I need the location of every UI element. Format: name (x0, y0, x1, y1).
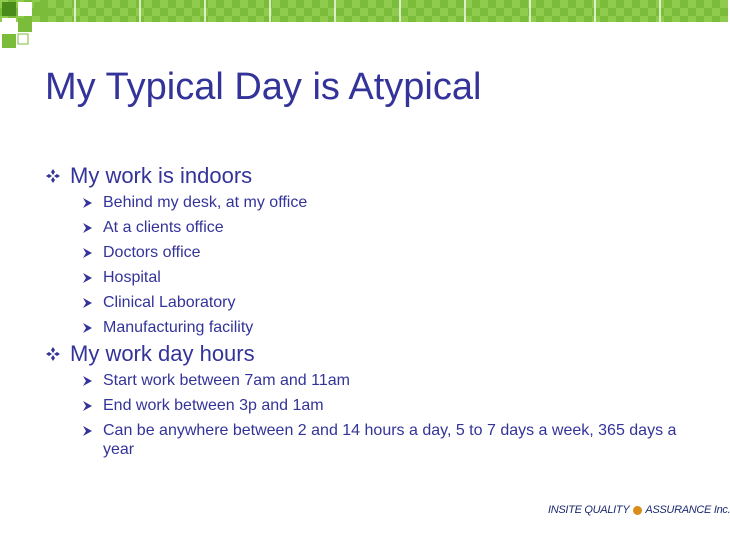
list-item (46, 316, 686, 340)
list-item (46, 241, 686, 265)
logo-text-part2: ASSURANCE (645, 504, 712, 516)
list-item-text: Start work between 7am and 11am (103, 372, 350, 389)
arrow-bullet-icon (81, 394, 103, 418)
list-item (46, 291, 686, 315)
list-item (46, 419, 686, 459)
arrow-bullet-icon (81, 191, 103, 215)
top-banner (0, 0, 728, 22)
arrow-bullet-icon (81, 241, 103, 265)
bullet-level1-text: My work is indoors (70, 163, 253, 188)
list-item-text: Manufacturing facility (103, 319, 254, 336)
list-item-text: Can be anywhere between 2 and 14 hours a day, 5 to 7 days a week, 365 days a year (103, 422, 677, 458)
arrow-bullet-icon (81, 316, 103, 340)
list-item (46, 266, 686, 290)
company-logo (548, 504, 730, 516)
logo-dot-icon (633, 506, 642, 515)
bullet-level1 (46, 162, 686, 190)
arrow-bullet-icon (81, 369, 103, 393)
logo-text-part3: Inc. (713, 504, 730, 516)
logo-text-part1: INSITE QUALITY (548, 504, 630, 516)
list-item-text: Doctors office (103, 244, 201, 261)
list-item-text: Hospital (103, 269, 161, 286)
list-item-text: At a clients office (103, 219, 224, 236)
section-work-location (46, 162, 686, 340)
corner-squares-decoration (0, 0, 60, 50)
sub-bullet-list (46, 191, 686, 340)
list-item-text: Clinical Laboratory (103, 294, 236, 311)
list-item (46, 369, 686, 393)
slide-content (46, 162, 686, 459)
diamond-bullet-icon (46, 340, 70, 368)
arrow-bullet-icon (81, 216, 103, 240)
list-item-text: End work between 3p and 1am (103, 397, 324, 414)
list-item (46, 216, 686, 240)
list-item (46, 191, 686, 215)
sub-bullet-list (46, 369, 686, 459)
arrow-bullet-icon (81, 266, 103, 290)
arrow-bullet-icon (81, 419, 103, 443)
slide-title: My Typical Day is Atypical (45, 66, 482, 108)
bullet-level1 (46, 340, 686, 368)
list-item-text: Behind my desk, at my office (103, 194, 308, 211)
list-item (46, 394, 686, 418)
arrow-bullet-icon (81, 291, 103, 315)
section-work-hours (46, 340, 686, 459)
diamond-bullet-icon (46, 162, 70, 190)
bullet-level1-text: My work day hours (70, 341, 255, 366)
